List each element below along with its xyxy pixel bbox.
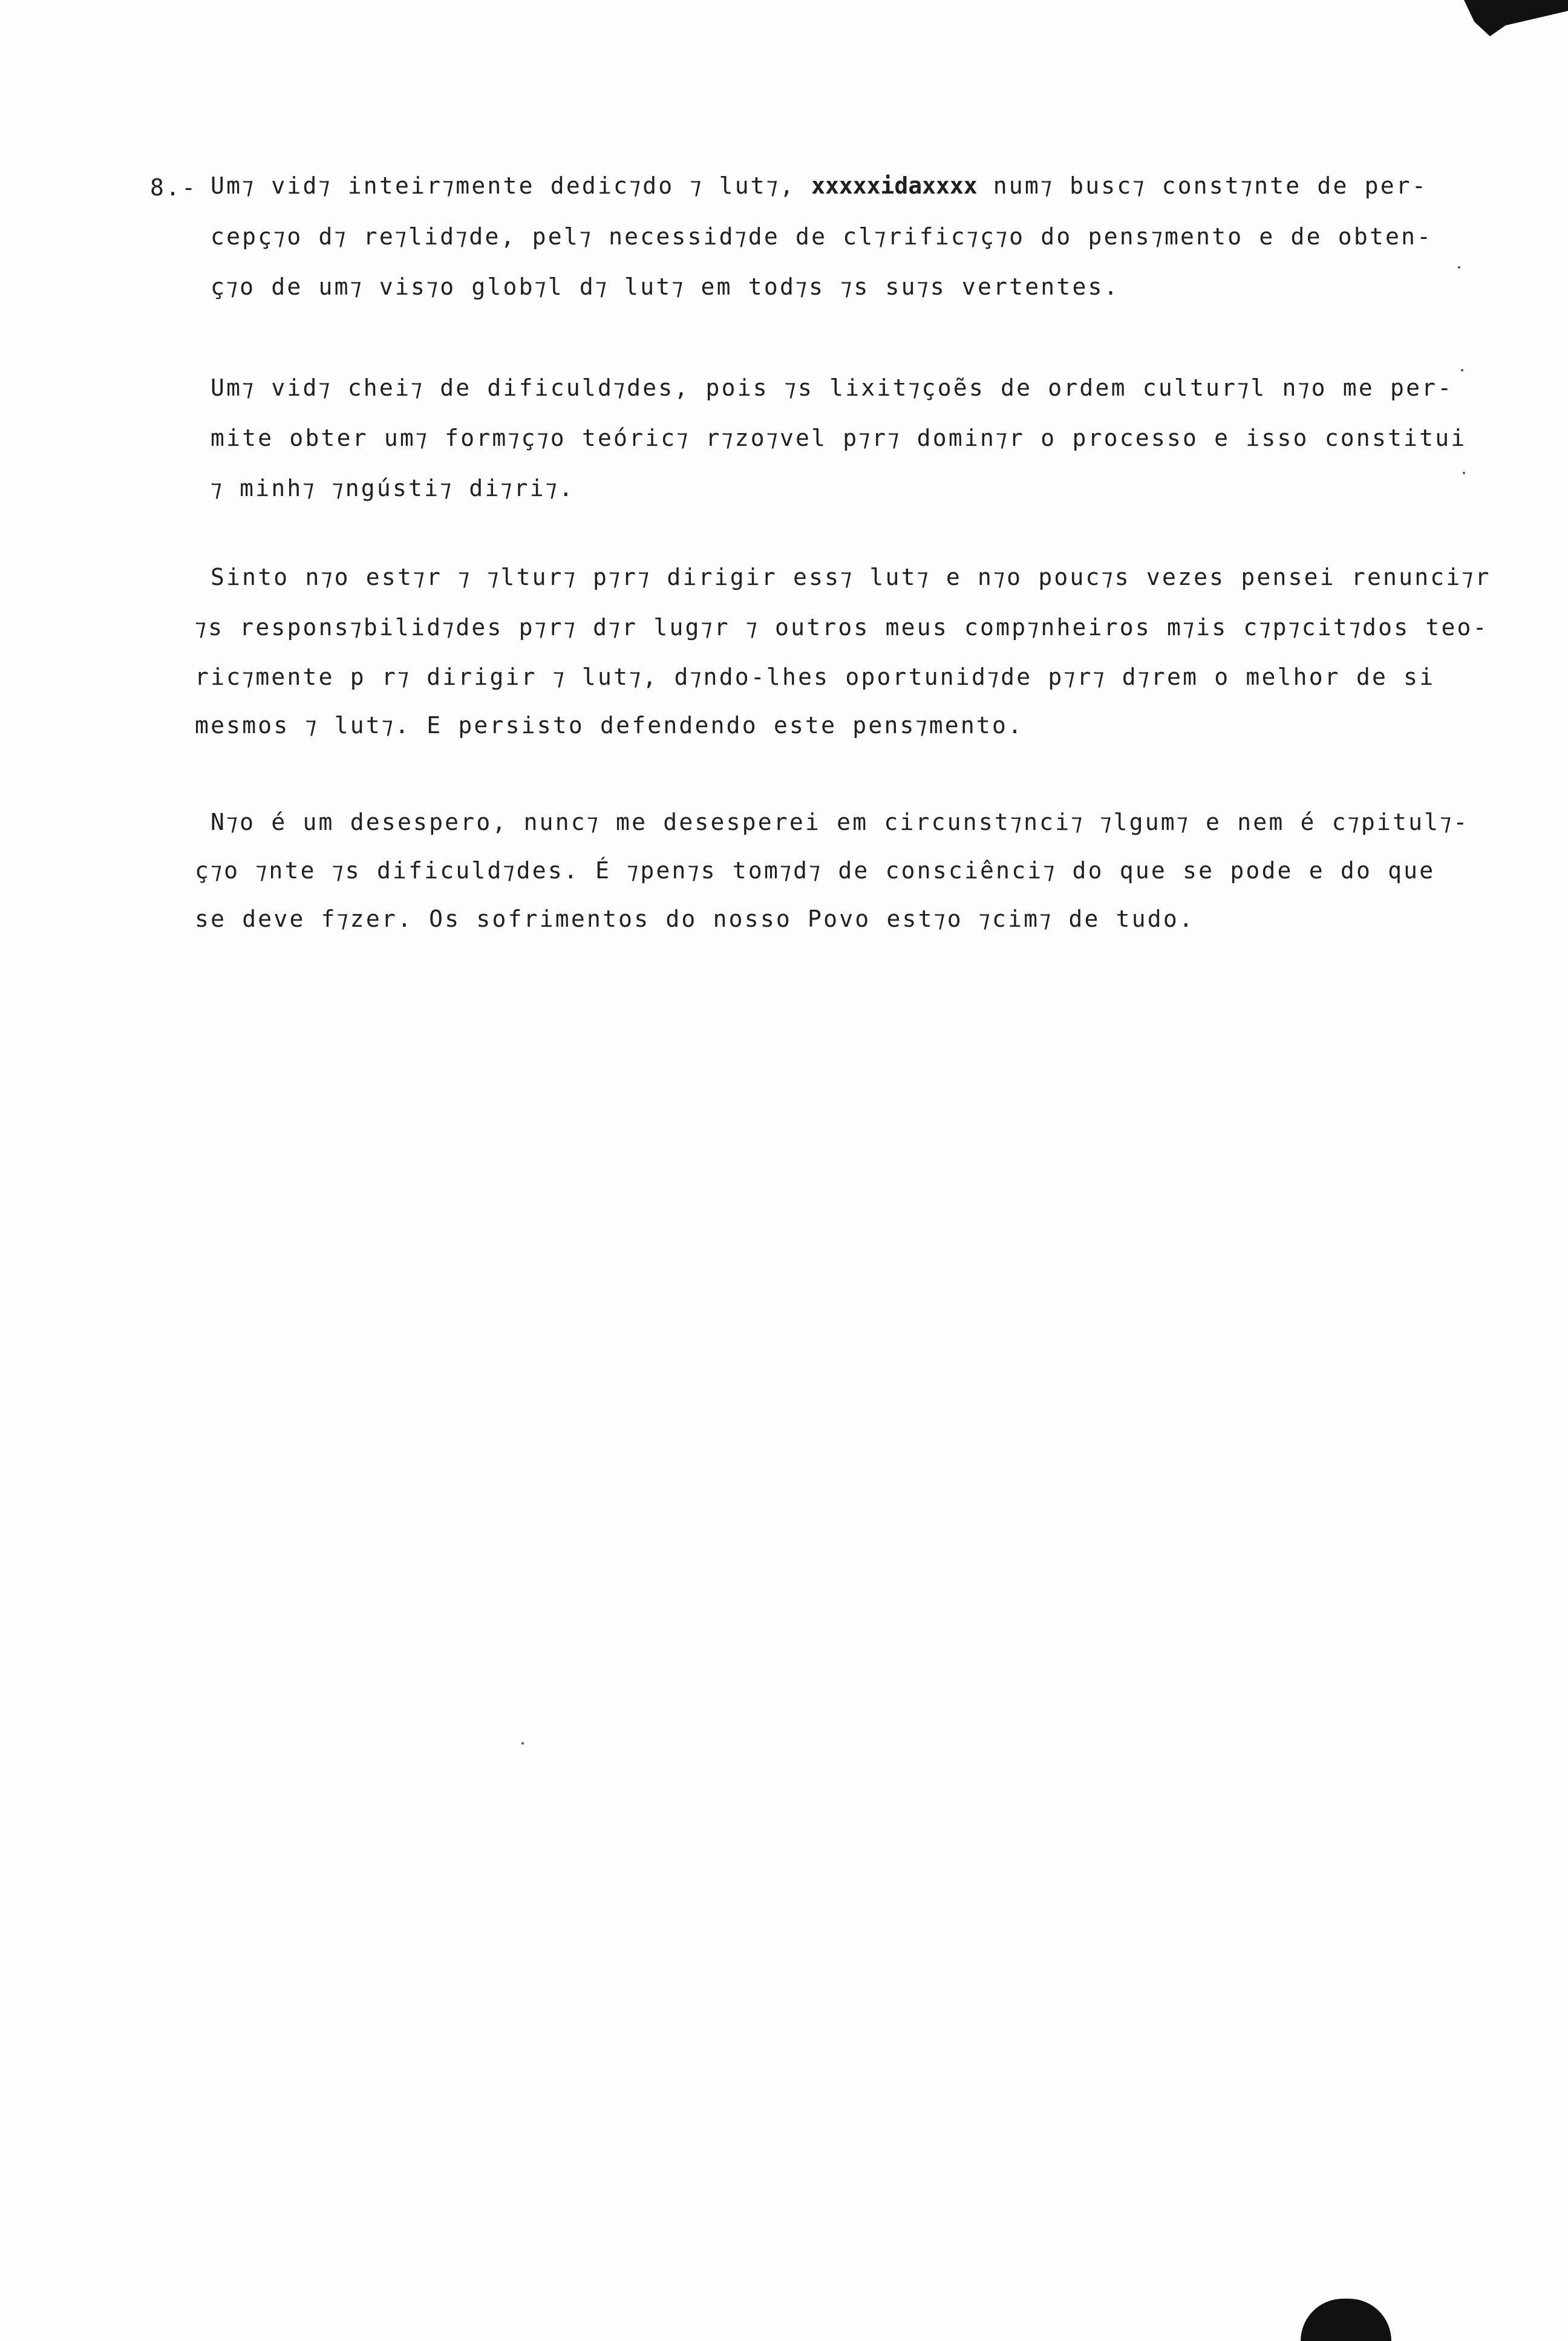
- paragraph-4-line-3: se deve f⁊zer. Os sofrimentos do nosso Povo est⁊o ⁊cim⁊ de tudo.: [195, 906, 1195, 932]
- paragraph-1-line-3: ç⁊o de um⁊ vis⁊o glob⁊l d⁊ lut⁊ em tod⁊s ⁊s su⁊s vertentes.: [211, 273, 1120, 300]
- p1-line-1-start: Um⁊ vid⁊ inteir⁊mente dedic⁊do ⁊ lut⁊,: [211, 172, 796, 199]
- paragraph-2-line-1: Um⁊ vid⁊ chei⁊ de dificuld⁊des, pois ⁊s lixit⁊çoẽs de ordem cultur⁊l n⁊o me per-: [211, 374, 1454, 401]
- speck-4: [1463, 472, 1465, 474]
- p1-line-1-end: num⁊ busc⁊ const⁊nte de per-: [993, 172, 1428, 199]
- paragraph-2-line-2: mite obter um⁊ form⁊ç⁊o teóric⁊ r⁊zo⁊vel p⁊r⁊ domin⁊r o processo e isso constitui: [211, 425, 1467, 451]
- paragraph-4-line-2: ç⁊o ⁊nte ⁊s dificuld⁊des. É ⁊pen⁊s tom⁊d⁊ de consciênci⁊ do que se pode e do que: [195, 857, 1436, 884]
- paragraph-3-line-1: Sinto n⁊o est⁊r ⁊ ⁊ltur⁊ p⁊r⁊ dirigir ess⁊ lut⁊ e n⁊o pouc⁊s vezes pensei renunci⁊r: [211, 564, 1491, 590]
- scan-blot-top-right: [1464, 0, 1568, 36]
- paragraph-2-line-3: ⁊ minh⁊ ⁊ngústi⁊ di⁊ri⁊.: [211, 475, 575, 501]
- paragraph-3-line-2: ⁊s respons⁊bilid⁊des p⁊r⁊ d⁊r lug⁊r ⁊ outros meus comp⁊nheiros m⁊is c⁊p⁊cit⁊dos teo-: [195, 614, 1489, 641]
- scan-blot-bottom-right: [1301, 2299, 1391, 2341]
- speck-3: [1461, 369, 1463, 371]
- speck-1: [521, 1742, 524, 1745]
- speck-2: [1458, 266, 1460, 269]
- paragraph-1-line-1: [211, 174, 1428, 197]
- paragraph-3-line-4: mesmos ⁊ lut⁊. E persisto defendendo este pens⁊mento.: [195, 712, 1024, 739]
- paragraph-4-line-1: N⁊o é um desespero, nunc⁊ me desesperei em circunst⁊nci⁊ ⁊lgum⁊ e nem é c⁊pitul⁊-: [211, 809, 1469, 835]
- p1-struck-text: xxxxxidaxxxx: [811, 172, 978, 199]
- paragraph-3-line-3: ric⁊mente p r⁊ dirigir ⁊ lut⁊, d⁊ndo-lhes oportunid⁊de p⁊r⁊ d⁊rem o melhor de si: [195, 664, 1436, 690]
- paragraph-1-line-2: cepç⁊o d⁊ re⁊lid⁊de, pel⁊ necessid⁊de de cl⁊rific⁊ç⁊o do pens⁊mento e de obten-: [211, 223, 1433, 250]
- item-number: 8.-: [150, 174, 198, 201]
